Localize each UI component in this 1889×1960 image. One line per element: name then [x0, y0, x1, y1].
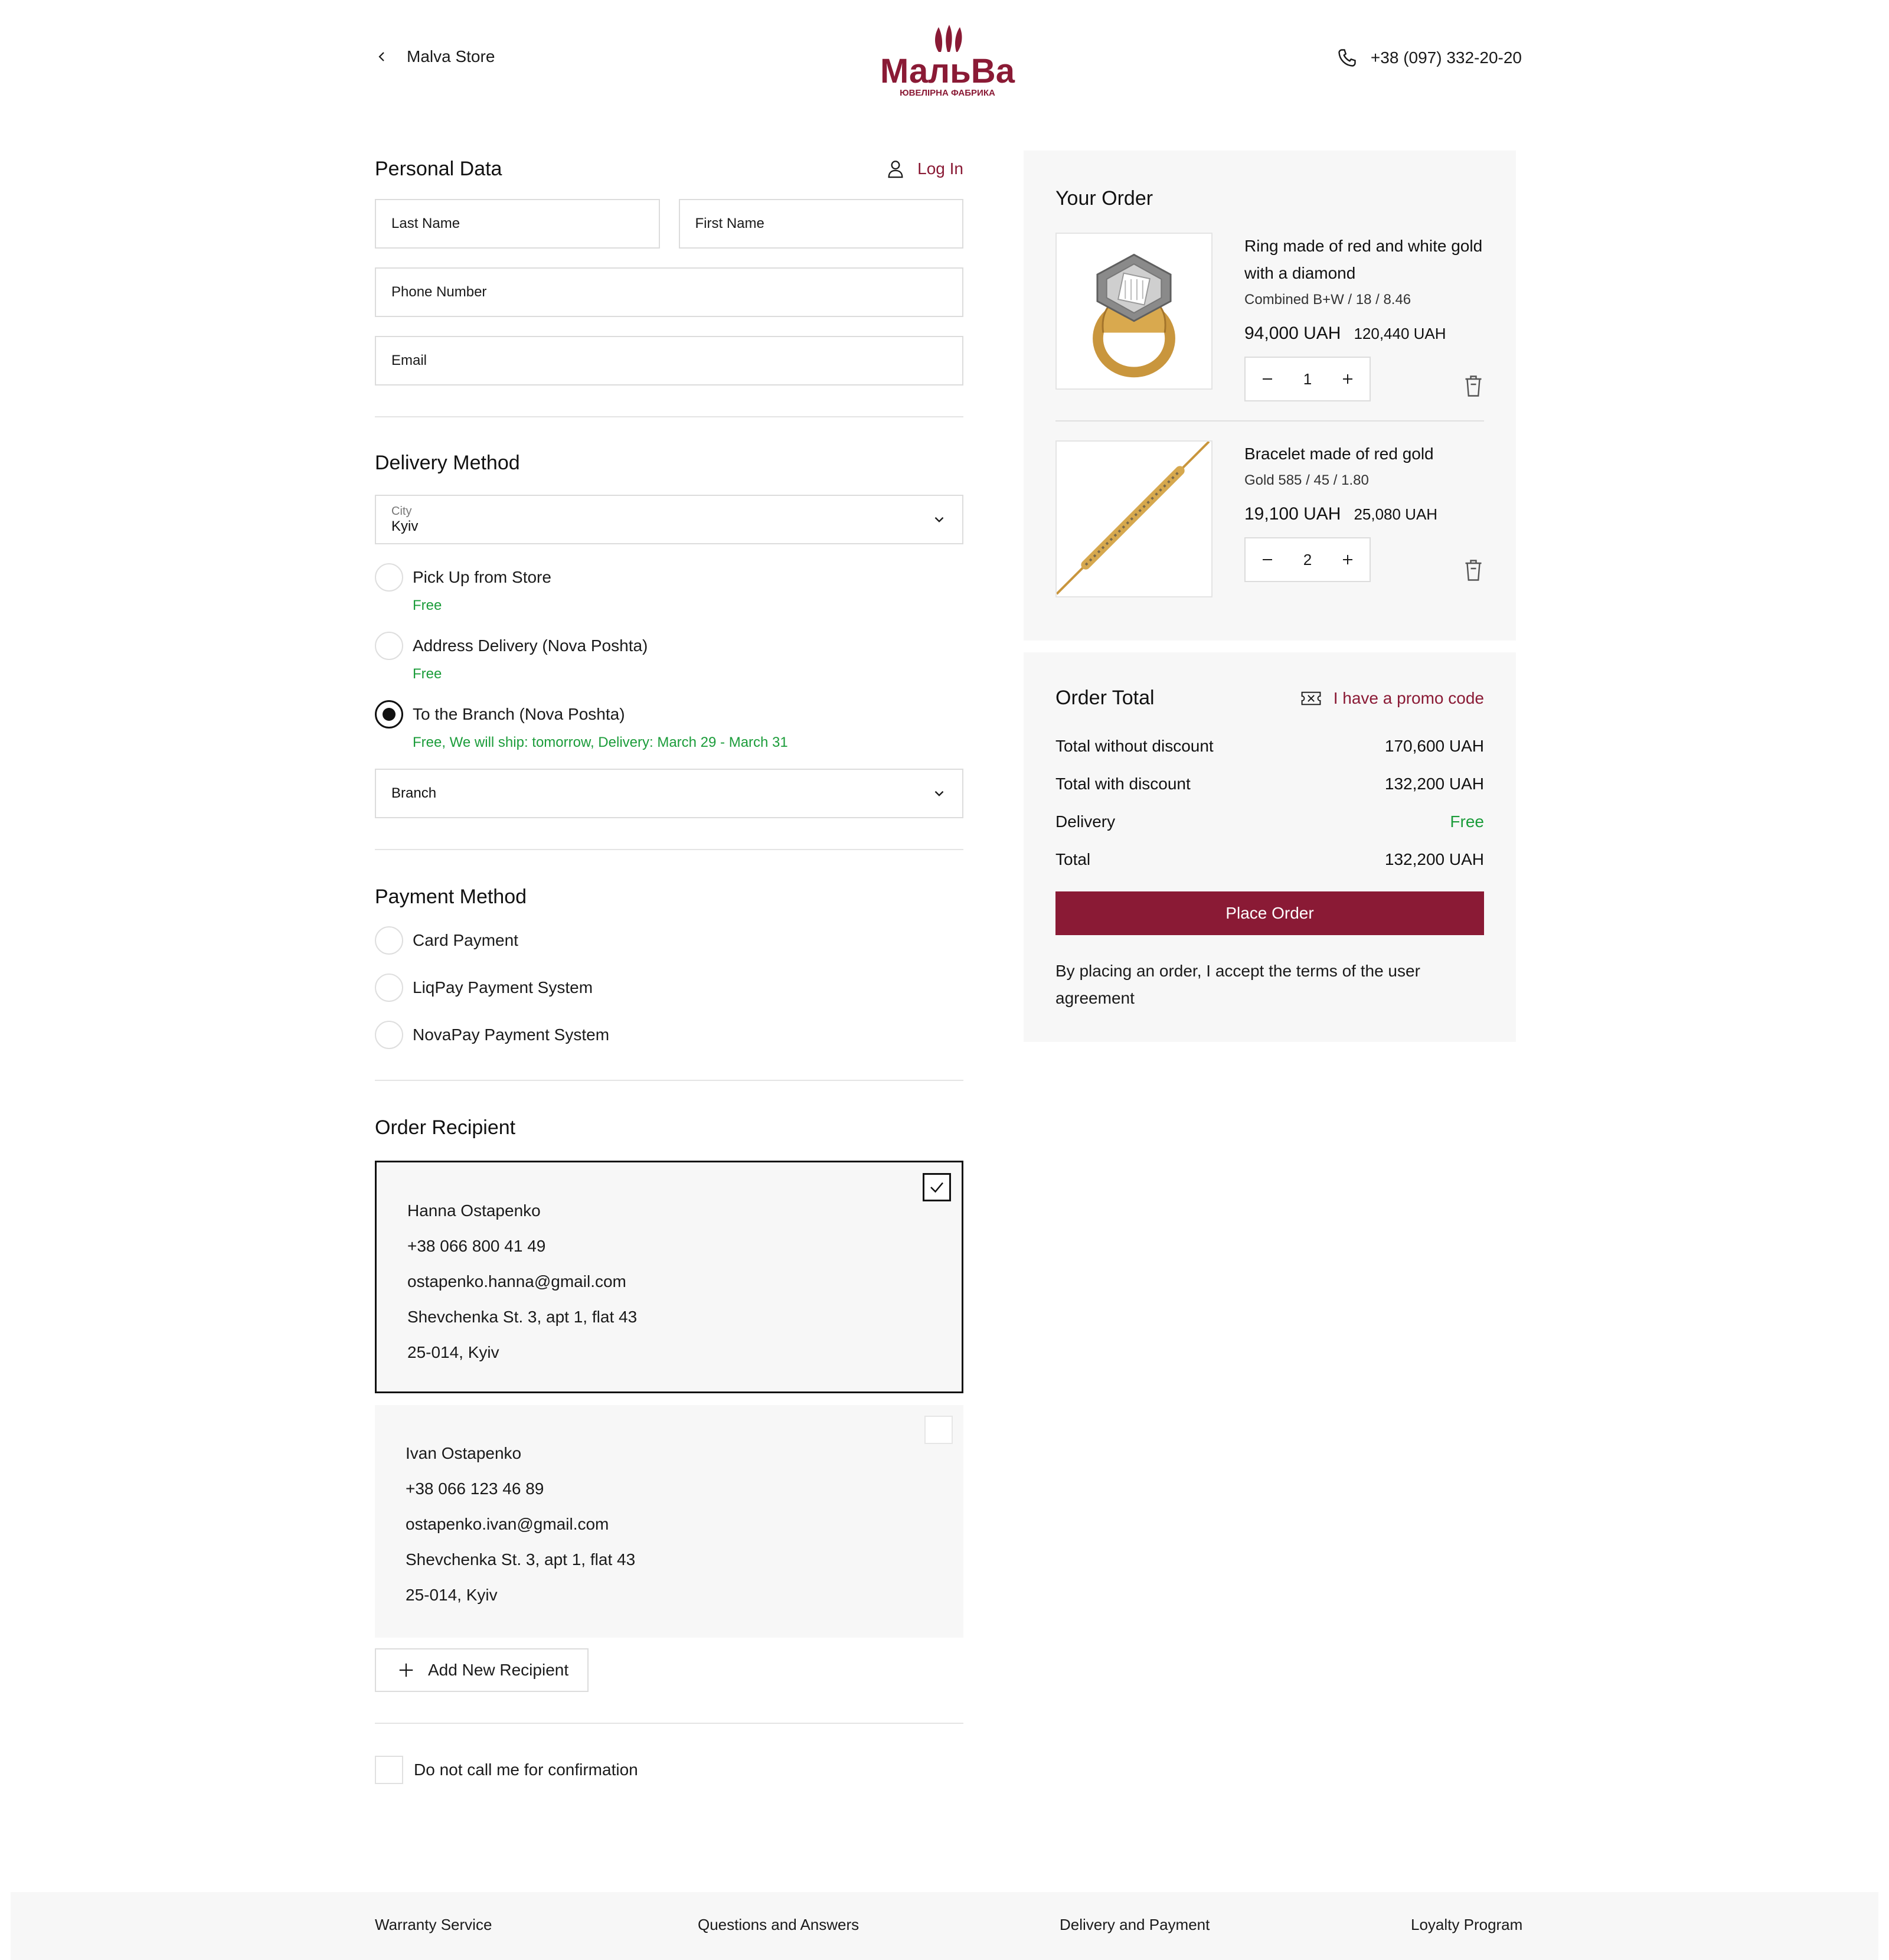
email-field[interactable]: Email	[375, 336, 963, 386]
chevron-down-icon	[932, 786, 947, 801]
personal-data-title: Personal Data	[375, 157, 502, 180]
recipient-name: Ivan Ostapenko	[406, 1444, 522, 1462]
logo-wordmark: МальВа	[880, 52, 1015, 90]
product-name[interactable]: Bracelet made of red gold	[1244, 445, 1434, 463]
login-label: Log In	[917, 159, 963, 178]
chevron-left-icon	[375, 50, 389, 64]
total-row-label: Total	[1055, 850, 1091, 868]
recipient-phone: +38 066 123 46 89	[406, 1479, 544, 1498]
city-select[interactable]	[375, 495, 963, 544]
payment-option-label: NovaPay Payment System	[413, 1025, 610, 1044]
recipient-address: Shevchenka St. 3, apt 1, flat 43	[406, 1550, 636, 1569]
delivery-option-price: Free	[413, 666, 442, 682]
recipient-city: 25-014, Kyiv	[407, 1343, 499, 1361]
minus-icon[interactable]	[1260, 553, 1274, 567]
recipient-card-selected[interactable]	[375, 1161, 963, 1393]
product-name[interactable]: Ring made of red and white gold	[1244, 237, 1483, 255]
personal-data-section	[375, 151, 963, 386]
product-old-price: 25,080 UAH	[1354, 505, 1438, 523]
last-name-field[interactable]: Last Name	[375, 199, 660, 249]
header-phone[interactable]	[1336, 47, 1522, 68]
ring-image	[1057, 233, 1211, 390]
recipient-card[interactable]	[375, 1405, 963, 1638]
recipient-email: ostapenko.ivan@gmail.com	[406, 1515, 609, 1533]
total-row-value: 132,200 UAH	[1384, 775, 1484, 793]
recipient-city: 25-014, Kyiv	[406, 1586, 498, 1604]
radio-button[interactable]	[375, 563, 403, 592]
plus-icon[interactable]	[1341, 372, 1355, 386]
total-row	[1055, 765, 1484, 803]
payment-title: Payment Method	[375, 886, 527, 908]
footer-link-loyalty[interactable]: Loyalty Program	[1411, 1916, 1523, 1933]
ticket-icon	[1300, 689, 1322, 708]
product-name-cont[interactable]: with a diamond	[1244, 264, 1356, 282]
phone-field[interactable]: Phone Number	[375, 267, 963, 317]
payment-option-label: LiqPay Payment System	[413, 978, 593, 997]
payment-option-label: Card Payment	[413, 931, 518, 949]
product-image-bracelet[interactable]	[1055, 440, 1213, 597]
back-link-label: Malva Store	[407, 47, 495, 66]
payment-section	[375, 886, 963, 1049]
delivery-cost-value: Free	[1450, 812, 1484, 831]
quantity-value[interactable]: 1	[1303, 370, 1312, 388]
branch-select[interactable]	[375, 769, 963, 818]
logo-subtitle: ЮВЕЛІРНА ФАБРИКА	[900, 88, 995, 98]
delivery-section	[375, 452, 963, 818]
user-icon	[885, 159, 906, 179]
first-name-field[interactable]: First Name	[679, 199, 964, 249]
city-select-label: City	[391, 504, 412, 518]
product-meta: Gold 585 / 45 / 1.80	[1244, 472, 1369, 488]
chevron-down-icon	[932, 512, 947, 527]
cart-item	[1055, 233, 1484, 401]
product-old-price: 120,440 UAH	[1354, 325, 1446, 342]
total-row-label: Total without discount	[1055, 737, 1214, 755]
quantity-value[interactable]: 2	[1303, 550, 1312, 569]
no-call-label: Do not call me for confirmation	[414, 1760, 638, 1779]
branch-select-placeholder: Branch	[391, 785, 437, 801]
check-icon	[928, 1178, 946, 1196]
promo-code-label: I have a promo code	[1333, 688, 1484, 707]
delivery-option-address[interactable]	[375, 632, 963, 682]
order-summary	[1024, 151, 1516, 641]
plus-icon[interactable]	[1341, 553, 1355, 567]
radio-button-selected[interactable]	[375, 700, 403, 729]
product-price: 19,100 UAH	[1244, 504, 1341, 524]
total-row	[1055, 803, 1484, 841]
quantity-stepper	[1244, 537, 1371, 582]
cart-item	[1055, 440, 1484, 597]
recipient-name: Hanna Ostapenko	[407, 1201, 541, 1220]
radio-button[interactable]	[375, 974, 403, 1002]
login-link[interactable]	[885, 159, 963, 179]
no-call-option[interactable]	[375, 1756, 963, 1784]
recipient-checkbox-checked[interactable]	[923, 1173, 951, 1201]
radio-button[interactable]	[375, 632, 403, 660]
delivery-option-label: Pick Up from Store	[413, 568, 551, 586]
delivery-option-label: To the Branch (Nova Poshta)	[413, 705, 625, 723]
trash-icon[interactable]	[1463, 558, 1484, 582]
payment-option-liqpay[interactable]	[375, 974, 963, 1002]
item-divider	[1055, 420, 1484, 422]
place-order-button[interactable]: Place Order	[1055, 891, 1484, 935]
site-header	[0, 0, 1889, 124]
divider	[375, 1723, 963, 1724]
recipient-checkbox[interactable]	[924, 1416, 953, 1444]
product-meta: Combined B+W / 18 / 8.46	[1244, 292, 1411, 308]
payment-option-novapay[interactable]	[375, 1021, 963, 1049]
phone-icon	[1336, 47, 1358, 68]
no-call-checkbox[interactable]	[375, 1756, 403, 1784]
radio-button[interactable]	[375, 926, 403, 955]
terms-text: By placing an order, I accept the terms of the user agreement	[1055, 962, 1420, 1007]
footer-link-warranty[interactable]: Warranty Service	[375, 1916, 492, 1933]
total-row	[1055, 727, 1484, 765]
delivery-option-label: Address Delivery (Nova Poshta)	[413, 636, 648, 655]
order-total-panel	[1024, 652, 1516, 1042]
total-row-label: Total with discount	[1055, 775, 1191, 793]
back-to-store-link[interactable]	[375, 47, 495, 66]
malva-logo[interactable]	[880, 24, 1015, 100]
add-recipient-label: Add New Recipient	[428, 1661, 569, 1679]
order-total-title: Order Total	[1055, 687, 1155, 709]
minus-icon[interactable]	[1260, 372, 1274, 386]
product-price: 94,000 UAH	[1244, 324, 1341, 343]
footer-link-faq[interactable]: Questions and Answers	[698, 1916, 859, 1933]
phone-number: +38 (097) 332-20-20	[1370, 48, 1522, 67]
delivery-option-price: Free	[413, 597, 442, 613]
product-image-ring[interactable]	[1055, 233, 1213, 390]
footer-link-delivery[interactable]: Delivery and Payment	[1060, 1916, 1210, 1933]
checkout-form	[375, 151, 963, 1784]
recipient-title: Order Recipient	[375, 1116, 516, 1139]
delivery-option-branch[interactable]	[375, 700, 963, 751]
delivery-option-info: Free, We will ship: tomorrow, Delivery: March 29 - March 31	[413, 734, 788, 750]
recipient-phone: +38 066 800 41 49	[407, 1237, 546, 1255]
grand-total-value: 132,200 UAH	[1384, 850, 1484, 868]
add-recipient-button[interactable]	[375, 1648, 589, 1692]
city-select-value: Kyiv	[391, 518, 419, 534]
bracelet-image	[1057, 440, 1211, 597]
trash-icon[interactable]	[1463, 374, 1484, 398]
total-row-value: 170,600 UAH	[1384, 737, 1484, 755]
recipient-section	[375, 1116, 963, 1692]
recipient-address: Shevchenka St. 3, apt 1, flat 43	[407, 1308, 638, 1326]
site-footer	[11, 1892, 1878, 1960]
payment-option-card[interactable]	[375, 926, 963, 955]
divider	[375, 849, 963, 850]
divider	[375, 1080, 963, 1081]
radio-button[interactable]	[375, 1021, 403, 1049]
total-row	[1055, 841, 1484, 878]
promo-code-link[interactable]	[1300, 689, 1484, 708]
total-row-label: Delivery	[1055, 812, 1116, 831]
recipient-email: ostapenko.hanna@gmail.com	[407, 1272, 626, 1291]
order-title: Your Order	[1055, 187, 1153, 210]
plus-icon	[397, 1661, 415, 1679]
quantity-stepper	[1244, 357, 1371, 401]
divider	[375, 416, 963, 417]
delivery-option-pickup[interactable]	[375, 563, 963, 614]
delivery-title: Delivery Method	[375, 452, 520, 474]
